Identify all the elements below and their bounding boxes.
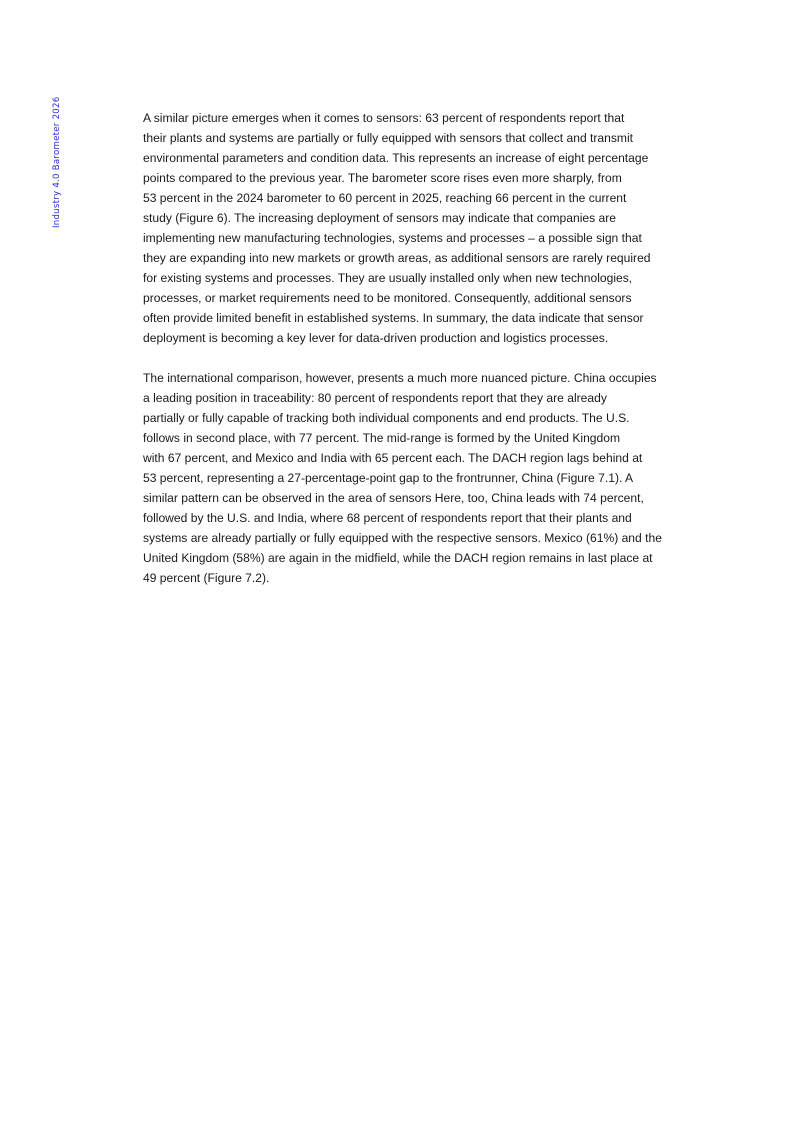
text-line: implementing new manufacturing technologies, systems and processes – a possible sign that [143,231,642,245]
text-line: partially or fully capable of tracking both individual components and end products. The U.S. [143,411,630,425]
paragraph-spacer [143,348,695,368]
text-line: their plants and systems are partially or fully equipped with sensors that collect and transmit [143,131,634,145]
body-text [143,108,695,588]
paragraph-international-comparison [143,368,695,588]
text-line: environmental parameters and condition data. This represents an increase of eight percentage [143,151,649,165]
text-line: United Kingdom (58%) are again in the midfield, while the DACH region remains in last place at [143,551,653,565]
text-line: with 67 percent, and Mexico and India with 65 percent each. The DACH region lags behind at [143,451,643,465]
text-line: 53 percent, representing a 27-percentage-point gap to the frontrunner, China (Figure 7.1). A [143,471,634,485]
text-line: study (Figure 6). The increasing deployment of sensors may indicate that companies are [143,211,617,225]
text-line: 49 percent (Figure 7.2). [143,571,270,585]
text-line: often provide limited benefit in established systems. In summary, the data indicate that sensor [143,311,644,325]
text-line: 53 percent in the 2024 barometer to 60 percent in 2025, reaching 66 percent in the current [143,191,627,205]
text-line: similar pattern can be observed in the area of sensors Here, too, China leads with 74 percent, [143,491,644,505]
text-line: processes, or market requirements need to be monitored. Consequently, additional sensors [143,291,632,305]
text-line: a leading position in traceability: 80 percent of respondents report that they are already [143,391,607,405]
text-line: for existing systems and processes. They are usually installed only when new technologies, [143,271,633,285]
text-line: follows in second place, with 77 percent. The mid-range is formed by the United Kingdom [143,431,621,445]
text-line: The international comparison, however, presents a much more nuanced picture. China occupies [143,371,657,385]
text-line: they are expanding into new markets or growth areas, as additional sensors are rarely required [143,251,651,265]
text-line: points compared to the previous year. The barometer score rises even more sharply, from [143,171,622,185]
text-line: deployment is becoming a key lever for data-driven production and logistics processes. [143,331,609,345]
paragraph-sensors [143,108,695,348]
text-line: A similar picture emerges when it comes to sensors: 63 percent of respondents report that [143,111,625,125]
text-line: followed by the U.S. and India, where 68 percent of respondents report that their plants and [143,511,632,525]
running-header-label: Industry 4.0 Barometer 2026 [52,96,62,228]
text-line: systems are already partially or fully equipped with the respective sensors. Mexico (61%) and the [143,531,662,545]
